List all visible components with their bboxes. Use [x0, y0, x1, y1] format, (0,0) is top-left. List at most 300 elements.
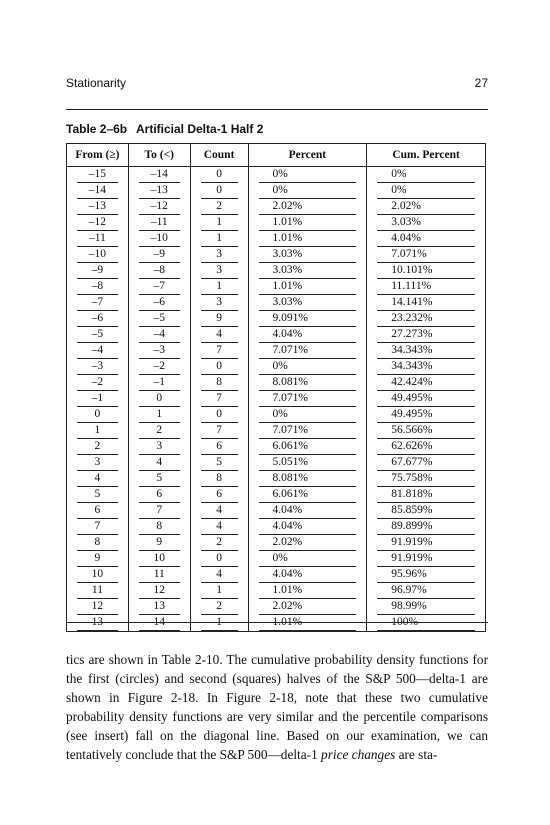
cell-value: 12 — [139, 583, 180, 599]
cell-from — [67, 455, 129, 471]
cell-value: 7.071% — [377, 247, 475, 263]
table-row — [67, 455, 486, 471]
cell-count — [190, 247, 248, 263]
body-paragraph — [66, 650, 488, 764]
cell-value: 14 — [139, 615, 180, 631]
cell-value: 2.02% — [377, 199, 475, 215]
cell-value: 27.273% — [377, 327, 475, 343]
cell-value: 6 — [139, 487, 180, 503]
cell-value: 91.919% — [377, 535, 475, 551]
cell-value: –11 — [77, 231, 118, 247]
cell-value: 7 — [77, 519, 118, 535]
cell-value: 89.899% — [377, 519, 475, 535]
cell-value: 1 — [201, 615, 238, 631]
cell-percent — [248, 183, 367, 199]
cell-cum-percent — [367, 471, 486, 487]
cell-value: 4 — [139, 455, 180, 471]
cell-count — [190, 487, 248, 503]
cell-value: 49.495% — [377, 407, 475, 423]
cell-count — [190, 519, 248, 535]
cell-value: –11 — [139, 215, 180, 231]
cell-count — [190, 327, 248, 343]
cell-from — [67, 599, 129, 615]
cell-count — [190, 295, 248, 311]
cell-value: 11.111% — [377, 279, 475, 295]
paragraph-italic-phrase: price changes — [321, 747, 396, 762]
cell-value: 3.03% — [259, 247, 357, 263]
table-row — [67, 583, 486, 599]
table-row — [67, 295, 486, 311]
column-header-from: From (≥) — [67, 144, 129, 167]
cell-cum-percent — [367, 247, 486, 263]
cell-value: –10 — [77, 247, 118, 263]
cell-value: 2 — [201, 535, 238, 551]
table-row — [67, 263, 486, 279]
cell-cum-percent — [367, 535, 486, 551]
cell-percent — [248, 215, 367, 231]
cell-from — [67, 311, 129, 327]
cell-percent — [248, 599, 367, 615]
cell-value: 7.071% — [259, 423, 357, 439]
cell-cum-percent — [367, 487, 486, 503]
table-row — [67, 279, 486, 295]
cell-from — [67, 391, 129, 407]
cell-percent — [248, 535, 367, 551]
cell-count — [190, 599, 248, 615]
cell-count — [190, 615, 248, 632]
table-row — [67, 423, 486, 439]
cell-to — [128, 567, 190, 583]
cell-from — [67, 407, 129, 423]
cell-count — [190, 199, 248, 215]
cell-cum-percent — [367, 503, 486, 519]
cell-value: 1 — [201, 215, 238, 231]
cell-cum-percent — [367, 407, 486, 423]
cell-count — [190, 343, 248, 359]
cell-cum-percent — [367, 167, 486, 184]
cell-count — [190, 583, 248, 599]
cell-value: 1.01% — [259, 583, 357, 599]
cell-count — [190, 279, 248, 295]
cell-from — [67, 535, 129, 551]
cell-value: 8.081% — [259, 375, 357, 391]
cell-from — [67, 583, 129, 599]
cell-value: 9.091% — [259, 311, 357, 327]
cell-count — [190, 535, 248, 551]
cell-cum-percent — [367, 583, 486, 599]
cell-to — [128, 343, 190, 359]
cell-count — [190, 407, 248, 423]
cell-value: 3.03% — [259, 263, 357, 279]
cell-percent — [248, 551, 367, 567]
table-row — [67, 535, 486, 551]
cell-to — [128, 311, 190, 327]
cell-count — [190, 423, 248, 439]
cell-from — [67, 375, 129, 391]
cell-from — [67, 439, 129, 455]
cell-cum-percent — [367, 295, 486, 311]
column-header-to: To (<) — [128, 144, 190, 167]
table-row — [67, 167, 486, 184]
cell-to — [128, 167, 190, 184]
cell-to — [128, 359, 190, 375]
table-row — [67, 567, 486, 583]
cell-value: 9 — [77, 551, 118, 567]
table-row — [67, 327, 486, 343]
cell-cum-percent — [367, 551, 486, 567]
cell-percent — [248, 279, 367, 295]
cell-value: 1.01% — [259, 231, 357, 247]
cell-to — [128, 535, 190, 551]
paragraph-text-start: tics are shown in Table 2-10. The cumulative probability density functions for the first (circles) and second (squares) halves of the S&P 500—delta-1 are shown in Figure 2-18. In Figure 2-18, note that these two cumulative probability density functions are very similar and the percentile comparisons (see insert) fall on the diagonal line. Based on our examination, we can tentatively conclude that the S&P 500—delta-1 — [66, 652, 488, 762]
cell-count — [190, 551, 248, 567]
cell-value: 9 — [201, 311, 238, 327]
cell-from — [67, 487, 129, 503]
cell-value: 7.071% — [259, 343, 357, 359]
cell-value: 67.677% — [377, 455, 475, 471]
cell-value: –6 — [139, 295, 180, 311]
cell-value: 6.061% — [259, 439, 357, 455]
cell-cum-percent — [367, 455, 486, 471]
cell-value: 0 — [77, 407, 118, 423]
cell-value: 4 — [201, 519, 238, 535]
cell-count — [190, 215, 248, 231]
table-label: Table 2–6b — [66, 122, 128, 136]
cell-percent — [248, 327, 367, 343]
cell-percent — [248, 615, 367, 632]
table-title: Artificial Delta-1 Half 2 — [136, 122, 264, 136]
cell-value: 7.071% — [259, 391, 357, 407]
cell-from — [67, 503, 129, 519]
cell-percent — [248, 519, 367, 535]
cell-count — [190, 471, 248, 487]
cell-percent — [248, 503, 367, 519]
cell-value: 7 — [201, 423, 238, 439]
cell-value: –2 — [139, 359, 180, 375]
cell-cum-percent — [367, 311, 486, 327]
cell-value: 11 — [77, 583, 118, 599]
cell-cum-percent — [367, 327, 486, 343]
cell-value: 5 — [201, 455, 238, 471]
cell-to — [128, 599, 190, 615]
cell-value: 42.424% — [377, 375, 475, 391]
cell-value: 14.141% — [377, 295, 475, 311]
table-header-row — [67, 144, 486, 167]
cell-value: 4.04% — [377, 231, 475, 247]
cell-to — [128, 391, 190, 407]
cell-percent — [248, 263, 367, 279]
cell-value: 34.343% — [377, 359, 475, 375]
cell-value: 34.343% — [377, 343, 475, 359]
cell-value: 96.97% — [377, 583, 475, 599]
cell-value: 1 — [201, 279, 238, 295]
table-row — [67, 311, 486, 327]
cell-value: –3 — [139, 343, 180, 359]
cell-percent — [248, 455, 367, 471]
cell-value: 0% — [259, 551, 357, 567]
cell-value: –13 — [77, 199, 118, 215]
cell-value: 4.04% — [259, 519, 357, 535]
cell-value: –7 — [77, 295, 118, 311]
cell-value: 0% — [259, 359, 357, 375]
cell-cum-percent — [367, 343, 486, 359]
cell-count — [190, 391, 248, 407]
cell-value: 0 — [201, 407, 238, 423]
cell-value: 4 — [201, 503, 238, 519]
cell-value: 0 — [201, 359, 238, 375]
cell-to — [128, 615, 190, 632]
table-row — [67, 215, 486, 231]
cell-value: 5 — [139, 471, 180, 487]
table-row — [67, 503, 486, 519]
cell-value: 81.818% — [377, 487, 475, 503]
cell-value: –10 — [139, 231, 180, 247]
cell-value: 3 — [201, 247, 238, 263]
cell-value: 12 — [77, 599, 118, 615]
column-header-percent: Percent — [248, 144, 367, 167]
cell-value: 1 — [77, 423, 118, 439]
cell-from — [67, 295, 129, 311]
cell-cum-percent — [367, 423, 486, 439]
cell-cum-percent — [367, 263, 486, 279]
cell-value: 1.01% — [259, 215, 357, 231]
table-row — [67, 407, 486, 423]
cell-value: 2.02% — [259, 599, 357, 615]
cell-to — [128, 183, 190, 199]
cell-cum-percent — [367, 615, 486, 632]
cell-value: –9 — [139, 247, 180, 263]
cell-value: 2 — [201, 199, 238, 215]
cell-cum-percent — [367, 279, 486, 295]
table-row — [67, 599, 486, 615]
footer-rule — [66, 622, 488, 623]
cell-percent — [248, 471, 367, 487]
cell-from — [67, 359, 129, 375]
cell-cum-percent — [367, 599, 486, 615]
cell-percent — [248, 295, 367, 311]
cell-value: –13 — [139, 183, 180, 199]
cell-to — [128, 247, 190, 263]
cell-value: –15 — [77, 167, 118, 183]
cell-percent — [248, 247, 367, 263]
cell-value: 1 — [139, 407, 180, 423]
cell-value: 3 — [201, 295, 238, 311]
cell-count — [190, 375, 248, 391]
cell-value: 4 — [201, 567, 238, 583]
cell-percent — [248, 343, 367, 359]
cell-value: 0% — [377, 167, 475, 183]
cell-value: –14 — [77, 183, 118, 199]
table-row — [67, 471, 486, 487]
page-number: 27 — [474, 76, 488, 90]
cell-from — [67, 279, 129, 295]
cell-count — [190, 167, 248, 184]
cell-to — [128, 407, 190, 423]
cell-value: –2 — [77, 375, 118, 391]
cell-value: 0 — [201, 183, 238, 199]
cell-value: 10 — [77, 567, 118, 583]
cell-value: –12 — [139, 199, 180, 215]
cell-value: 95.96% — [377, 567, 475, 583]
cell-count — [190, 439, 248, 455]
cell-value: –8 — [77, 279, 118, 295]
header-rule — [66, 109, 488, 110]
cell-value: 7 — [201, 343, 238, 359]
cell-value: 7 — [201, 391, 238, 407]
cell-from — [67, 615, 129, 632]
cell-value: –8 — [139, 263, 180, 279]
cell-value: 1 — [201, 231, 238, 247]
cell-value: –4 — [139, 327, 180, 343]
cell-from — [67, 263, 129, 279]
cell-to — [128, 583, 190, 599]
cell-cum-percent — [367, 231, 486, 247]
cell-to — [128, 327, 190, 343]
cell-percent — [248, 231, 367, 247]
cell-value: 2.02% — [259, 199, 357, 215]
cell-value: 4.04% — [259, 327, 357, 343]
cell-value: 3 — [139, 439, 180, 455]
cell-percent — [248, 423, 367, 439]
cell-cum-percent — [367, 391, 486, 407]
cell-from — [67, 551, 129, 567]
cell-value: 10 — [139, 551, 180, 567]
cell-value: 11 — [139, 567, 180, 583]
cell-percent — [248, 439, 367, 455]
cell-value: –12 — [77, 215, 118, 231]
cell-count — [190, 263, 248, 279]
cell-value: 13 — [139, 599, 180, 615]
cell-value: 0% — [259, 407, 357, 423]
cell-percent — [248, 567, 367, 583]
cell-to — [128, 199, 190, 215]
cell-value: –5 — [77, 327, 118, 343]
table-row — [67, 231, 486, 247]
column-header-cum-percent: Cum. Percent — [367, 144, 486, 167]
column-header-count: Count — [190, 144, 248, 167]
cell-value: 23.232% — [377, 311, 475, 327]
cell-value: 8 — [139, 519, 180, 535]
cell-cum-percent — [367, 439, 486, 455]
cell-to — [128, 503, 190, 519]
cell-value: 5 — [77, 487, 118, 503]
table-row — [67, 183, 486, 199]
cell-value: 56.566% — [377, 423, 475, 439]
cell-cum-percent — [367, 199, 486, 215]
cell-value: 9 — [139, 535, 180, 551]
cell-from — [67, 167, 129, 184]
table-row — [67, 343, 486, 359]
cell-value: 8.081% — [259, 471, 357, 487]
cell-value: 8 — [201, 375, 238, 391]
cell-count — [190, 183, 248, 199]
cell-value: 3 — [201, 263, 238, 279]
cell-to — [128, 295, 190, 311]
cell-percent — [248, 375, 367, 391]
cell-value: 4.04% — [259, 503, 357, 519]
cell-value: 75.758% — [377, 471, 475, 487]
cell-value: –1 — [77, 391, 118, 407]
cell-from — [67, 423, 129, 439]
cell-value: –7 — [139, 279, 180, 295]
cell-from — [67, 231, 129, 247]
cell-value: 85.859% — [377, 503, 475, 519]
cell-value: 100% — [377, 615, 475, 631]
paragraph-text-end: are sta- — [395, 747, 438, 762]
cell-count — [190, 567, 248, 583]
cell-percent — [248, 167, 367, 184]
cell-from — [67, 199, 129, 215]
cell-cum-percent — [367, 183, 486, 199]
cell-from — [67, 215, 129, 231]
cell-value: 3.03% — [259, 295, 357, 311]
cell-from — [67, 567, 129, 583]
cell-value: 6 — [201, 439, 238, 455]
table-row — [67, 375, 486, 391]
cell-value: 62.626% — [377, 439, 475, 455]
table-row — [67, 615, 486, 632]
cell-value: –6 — [77, 311, 118, 327]
cell-to — [128, 279, 190, 295]
cell-from — [67, 327, 129, 343]
cell-value: 0 — [201, 167, 238, 183]
cell-value: 4.04% — [259, 567, 357, 583]
cell-cum-percent — [367, 359, 486, 375]
cell-value: 0% — [259, 183, 357, 199]
cell-cum-percent — [367, 519, 486, 535]
cell-value: 5.051% — [259, 455, 357, 471]
cell-to — [128, 375, 190, 391]
table-row — [67, 359, 486, 375]
cell-value: 10.101% — [377, 263, 475, 279]
cell-to — [128, 263, 190, 279]
cell-from — [67, 183, 129, 199]
cell-count — [190, 359, 248, 375]
cell-value: 0% — [377, 183, 475, 199]
cell-value: 6 — [201, 487, 238, 503]
cell-from — [67, 343, 129, 359]
cell-to — [128, 487, 190, 503]
cell-count — [190, 455, 248, 471]
cell-cum-percent — [367, 215, 486, 231]
table-row — [67, 551, 486, 567]
cell-value: 49.495% — [377, 391, 475, 407]
cell-cum-percent — [367, 567, 486, 583]
cell-value: 91.919% — [377, 551, 475, 567]
table-row — [67, 199, 486, 215]
cell-value: 0 — [201, 551, 238, 567]
cell-to — [128, 551, 190, 567]
cell-value: 6.061% — [259, 487, 357, 503]
cell-to — [128, 471, 190, 487]
table-row — [67, 519, 486, 535]
cell-value: 8 — [201, 471, 238, 487]
cell-percent — [248, 311, 367, 327]
cell-value: 13 — [77, 615, 118, 631]
cell-value: 2.02% — [259, 535, 357, 551]
frequency-table — [66, 143, 486, 632]
table-row — [67, 487, 486, 503]
cell-value: –14 — [139, 167, 180, 183]
cell-to — [128, 423, 190, 439]
cell-value: 4 — [77, 471, 118, 487]
cell-value: 1 — [201, 583, 238, 599]
cell-value: 2 — [201, 599, 238, 615]
cell-value: 3.03% — [377, 215, 475, 231]
cell-value: –9 — [77, 263, 118, 279]
cell-value: 0% — [259, 167, 357, 183]
cell-value: 2 — [139, 423, 180, 439]
